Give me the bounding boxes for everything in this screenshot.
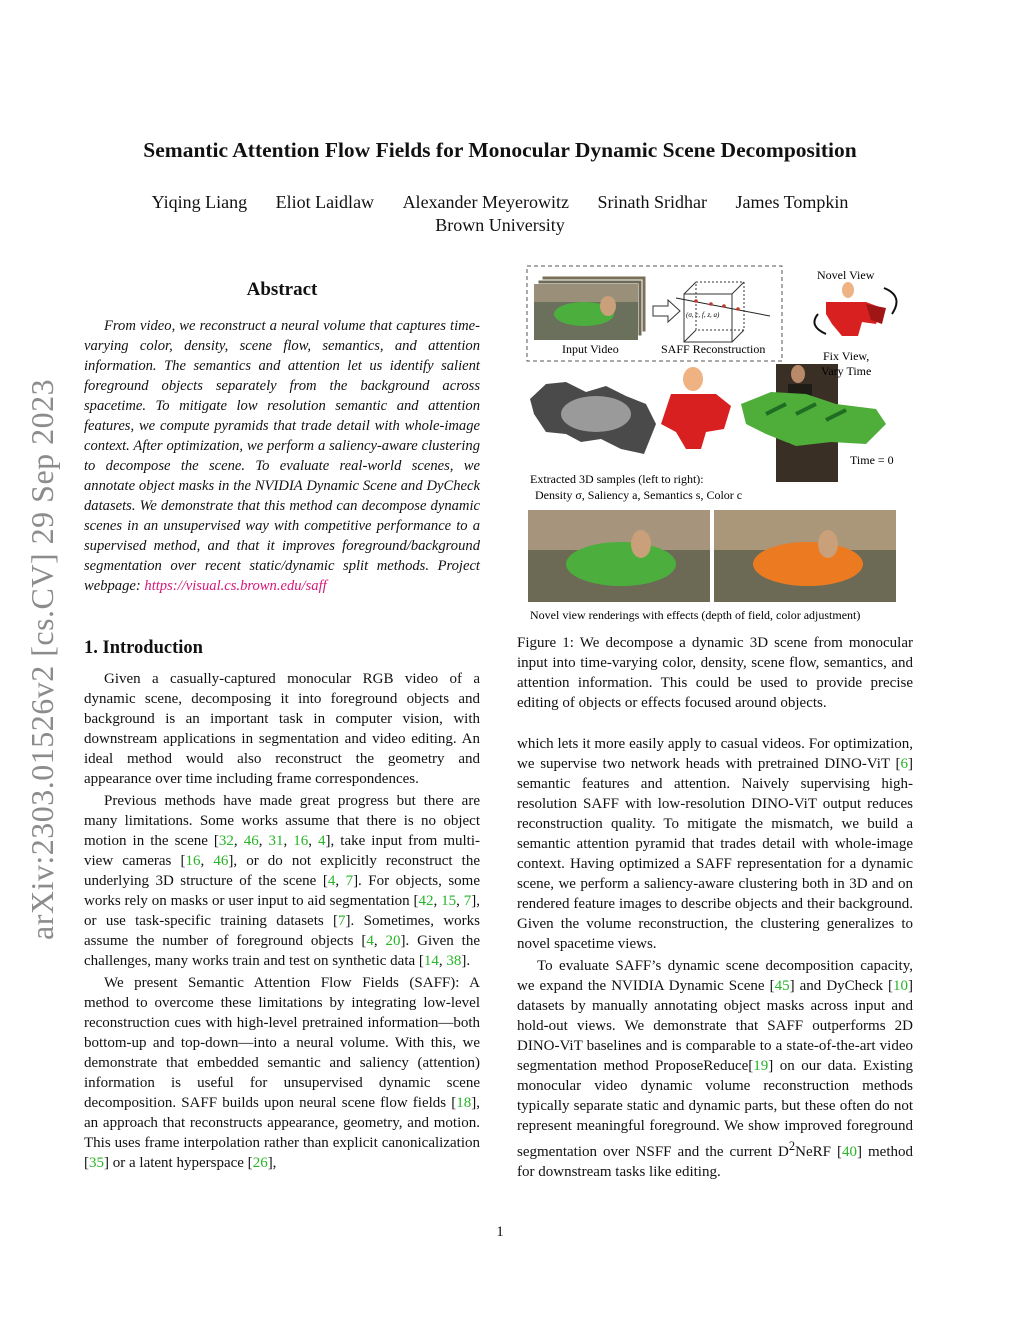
arxiv-side-label: arXiv:2303.01526v2 [cs.CV] 29 Sep 2023 (24, 378, 60, 940)
author-name: Srinath Sridhar (597, 192, 707, 212)
label-vary-time: Vary Time (821, 364, 872, 378)
figure-1 (526, 264, 906, 626)
citation-link[interactable]: 31 (268, 833, 284, 849)
label-sample-tuple: (σ, c, f, z, a) (686, 311, 720, 319)
label-fix-view: Fix View, (823, 349, 870, 363)
citation-link[interactable]: 38 (446, 953, 462, 969)
intro-paragraph-5: To evaluate SAFF’s dynamic scene decomposition capacity, we expand the NVIDIA Dynamic Scene [45] and DyCheck [10] datasets by manually annotating object masks across input and hold-out views. We demonstrate that SAFF outperforms 2D DINO-ViT baselines and is comparable to a state-of-the-art video segmentation method ProposeReduce[19] on our data. Existing monocular video dynamic volume reconstruction methods typically separate static and dynamic parts, but these often do not represent meaningful foreground. We show improved foreground segmentation over NSFF and the current $D^2NeRF$ [40] method for downstream tasks like editing. (517, 958, 913, 1180)
saliency-sample (661, 367, 731, 449)
author-name: Alexander Meyerowitz (402, 192, 569, 212)
project-label: Project webpage: (84, 558, 480, 594)
author-name: Eliot Laidlaw (275, 192, 375, 212)
video-frames-stack (534, 276, 646, 340)
citation-link[interactable]: 15 (441, 893, 457, 909)
figure-1-graphic (526, 264, 906, 626)
abstract-heading: Abstract (246, 279, 318, 300)
density-sample (530, 382, 656, 454)
citation-link[interactable]: 32 (218, 833, 234, 849)
page-number: 1 (496, 1224, 504, 1240)
project-link[interactable]: https://visual.cs.brown.edu/saff (144, 578, 327, 594)
label-input-video: Input Video (562, 342, 619, 356)
citation-link[interactable]: 45 (774, 978, 790, 994)
intro-paragraph-3: We present Semantic Attention Flow Fields (SAFF): A method to overcome these limitations by integrating low-level reconstruction cues with high-level pretrained information—both bottom-up and top-down—into a neural volume. With this, we demonstrate that embedded semantic and saliency (attention) information is useful for unsupervised dynamic scene decomposition. SAFF builds upon neural scene flow fields [18], an approach that reconstructs appearance, geometry, and motion. This uses frame interpolation rather than explicit canonicalization [35] or a latent hyperspace [26], (84, 975, 480, 1171)
label-extracted-samples: Extracted 3D samples (left to right): (530, 472, 704, 486)
label-novel-renderings: Novel view renderings with effects (depth of field, color adjustment) (530, 608, 861, 622)
citation-link[interactable]: 40 (841, 1144, 857, 1160)
novel-render-right (714, 510, 896, 602)
citation-link[interactable]: 18 (456, 1095, 472, 1111)
abstract-body (84, 316, 480, 596)
citation-link[interactable]: 19 (753, 1058, 769, 1074)
citation-link[interactable]: 35 (89, 1155, 104, 1171)
intro-paragraph-1: Given a casually-captured monocular RGB video of a dynamic scene, decomposing it into foreground objects and background is an important task in computer vision, with downstream applications in segmentation and video editing. An ideal method would also reconstruct the geometry and appearance over time including frame correspondences. (84, 671, 480, 787)
abstract-text: From video, we reconstruct a neural volume that captures time-varying color, density, scene flow, semantics, and attention information. The semantics and attention let us identify salient foreground objects separately from the background across spacetime. To mitigate low resolution semantic and attention features, we compute pyramids that trade detail with whole-image context. After optimization, we perform a saliency-aware clustering to decompose the scene. To evaluate real-world scenes, we annotate object masks in the NVIDIA Dynamic Scene and DyCheck datasets. We demonstrate that this method can decompose dynamic scenes in an unsupervised way with competitive performance to a supervised method, and that it improves foreground/background segmentation over recent static/dynamic split methods. (84, 318, 480, 574)
author-name: Yiqing Liang (151, 192, 248, 212)
label-novel-view: Novel View (817, 268, 875, 282)
citation-link[interactable]: 7 (345, 873, 354, 889)
citation-link[interactable]: 4 (366, 933, 374, 949)
label-saff-reconstruction: SAFF Reconstruction (661, 342, 766, 356)
citation-link[interactable]: 16 (293, 833, 309, 849)
citation-link[interactable]: 7 (463, 893, 472, 909)
novel-render-left (528, 510, 710, 602)
citation-link[interactable]: 16 (185, 853, 201, 869)
intro-right-column (517, 734, 913, 1184)
paper-title: Semantic Attention Flow Fields for Monocular Dynamic Scene Decomposition (143, 138, 857, 162)
rotate-arrow-icon (884, 288, 897, 314)
citation-link[interactable]: 10 (893, 978, 908, 994)
label-time-zero: Time = 0 (850, 453, 894, 467)
novel-view-silhouette (826, 282, 886, 336)
citation-link[interactable]: 42 (418, 893, 434, 909)
intro-paragraph-4: which lets it more easily apply to casual videos. For optimization, we supervise two network heads with pretrained DINO-ViT [6] semantic features and attention. Naively supervising high-resolution SAFF with low-resolution DINO-ViT output reduces reconstruction quality. To mitigate the mismatch, we build a semantic attention pyramid that trades detail with whole-image context. Having optimized a SAFF representation for a dynamic scene, we perform a saliency-aware clustering both in 3D and on rendered feature images to describe objects and their background. Given the volume reconstruction, the clustering generalizes to novel spacetime views. (517, 736, 913, 952)
citation-link[interactable]: 14 (423, 953, 439, 969)
label-sample-types: Density σ, Saliency a, Semantics s, Color c (535, 488, 743, 502)
citation-link[interactable]: 20 (385, 933, 401, 949)
author-name: James Tompkin (735, 192, 849, 212)
citation-link[interactable]: 4 (318, 833, 326, 849)
citation-link[interactable]: 7 (338, 913, 346, 929)
citation-link[interactable]: 26 (252, 1155, 268, 1171)
author-list (0, 192, 1000, 213)
citation-link[interactable]: 46 (213, 853, 229, 869)
citation-link[interactable]: 4 (327, 873, 336, 889)
intro-left-column (84, 669, 480, 1175)
affiliation: Brown University (435, 215, 565, 235)
section-heading-introduction: 1. Introduction (84, 638, 203, 658)
citation-link[interactable]: 46 (243, 833, 259, 849)
rotate-arrow-icon (814, 314, 826, 334)
intro-paragraph-2: Previous methods have made great progress but there are many limitations. Some works assume that there is no object motion in the scene [32, 46, 31, 16, 4], take input from multi-view cameras [16, 46], or do not explicitly reconstruct the underlying 3D structure of the scene [4, 7]. For objects, some works rely on masks or user input to aid segmentation [42, 15, 7], or use task-specific training datasets [7]. Sometimes, works assume the number of foreground objects [4, 20]. Given the challenges, many works train and test on synthetic data [14, 38]. (84, 793, 481, 969)
color-sample (741, 392, 886, 446)
figure-1-caption: Figure 1: We decompose a dynamic 3D scene from monocular input into time-varying color, density, scene flow, semantics, and attention information. This could be used to provide precise editing of objects or effects focused around objects. (517, 635, 913, 711)
citation-link[interactable]: 6 (900, 756, 908, 772)
arrow-icon (653, 300, 680, 322)
